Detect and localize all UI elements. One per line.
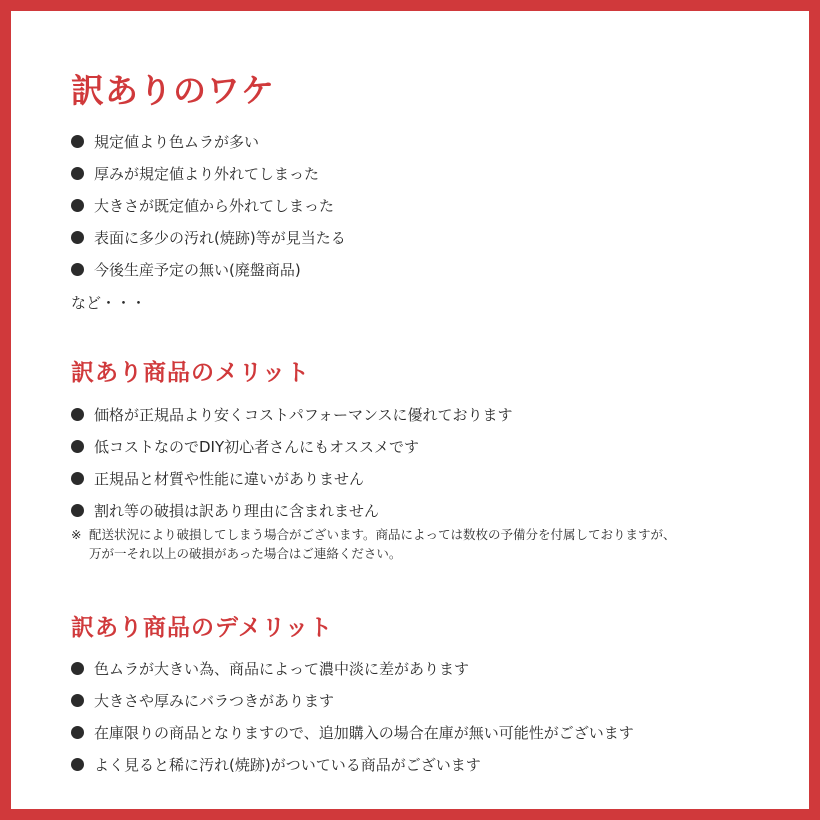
section-title-demerits: 訳あり商品のデメリット [71, 615, 334, 641]
list-item: 割れ等の破損は訳あり理由に含まれません [71, 500, 513, 532]
merits-list [71, 404, 513, 532]
bullet-icon [71, 440, 84, 453]
list-item: 規定値より色ムラが多い [71, 131, 346, 163]
bullet-icon [71, 726, 84, 739]
note-line-1: 配送状況により破損してしまう場合がございます。商品によっては数枚の予備分を付属しておりますが、 [89, 527, 676, 542]
bullet-icon [71, 472, 84, 485]
bullet-icon [71, 167, 84, 180]
list-item: 低コストなのでDIY初心者さんにもオススメです [71, 436, 513, 468]
etc-text: など・・・ [71, 294, 147, 312]
demerits-list [71, 658, 634, 786]
list-item: 厚みが規定値より外れてしまった [71, 163, 346, 195]
list-item: 価格が正規品より安くコストパフォーマンスに優れております [71, 404, 513, 436]
bullet-icon [71, 231, 84, 244]
bullet-icon [71, 199, 84, 212]
bullet-icon [71, 662, 84, 675]
bullet-icon [71, 504, 84, 517]
list-item: 在庫限りの商品となりますので、追加購入の場合在庫が無い可能性がございます [71, 722, 634, 754]
section-title-merits: 訳あり商品のメリット [71, 360, 311, 386]
list-item: 大きさや厚みにバラつきがあります [71, 690, 634, 722]
note-mark: ※ [71, 527, 82, 542]
list-item: よく見ると稀に汚れ(焼跡)がついている商品がございます [71, 754, 634, 786]
list-item: 今後生産予定の無い(廃盤商品) [71, 259, 346, 291]
note-line-2: 万が一それ以上の破損があった場合はご連絡ください。 [89, 546, 402, 561]
bullet-icon [71, 263, 84, 276]
bullet-icon [71, 135, 84, 148]
list-item: 正規品と材質や性能に違いがありません [71, 468, 513, 500]
list-item: 大きさが既定値から外れてしまった [71, 195, 346, 227]
reasons-list [71, 131, 346, 291]
list-item: 色ムラが大きい為、商品によって濃中淡に差があります [71, 658, 634, 690]
bullet-icon [71, 408, 84, 421]
section-title-reasons: 訳ありのワケ [71, 71, 275, 110]
list-item: 表面に多少の汚れ(焼跡)等が見当たる [71, 227, 346, 259]
damage-note [71, 525, 676, 563]
bullet-icon [71, 694, 84, 707]
bullet-icon [71, 758, 84, 771]
